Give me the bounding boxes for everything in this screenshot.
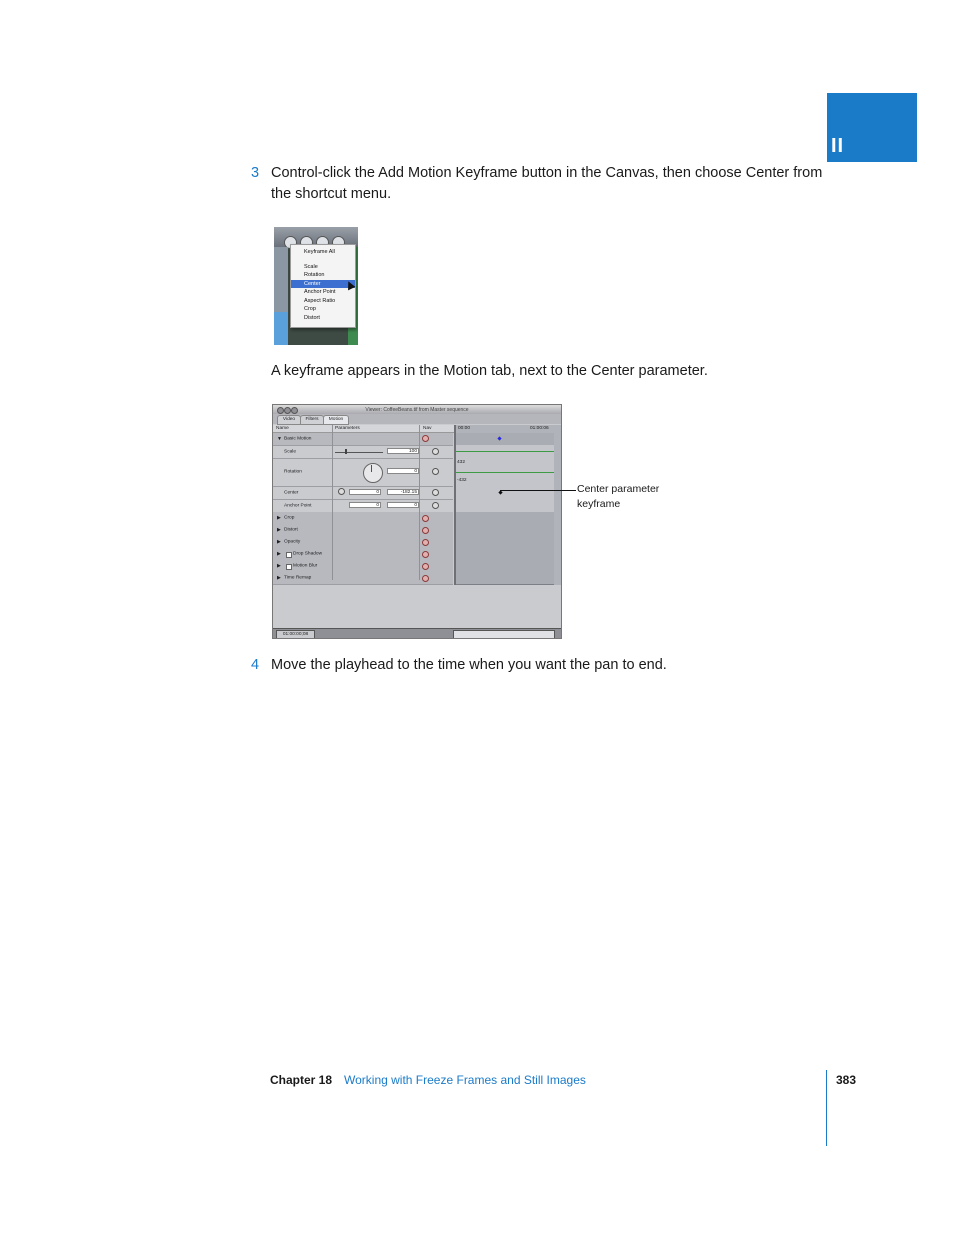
timeline-end: 01:00:06	[530, 426, 549, 431]
row-label: Center	[284, 490, 299, 495]
body-paragraph: A keyframe appears in the Motion tab, next to the Center parameter.	[271, 363, 708, 379]
row-label: Distort	[284, 527, 298, 533]
footer-rule	[826, 1070, 827, 1146]
viewer-bottom-bar	[273, 628, 561, 639]
row-label: Anchor Point	[284, 503, 312, 508]
rotation-dial	[363, 463, 383, 483]
rotation-dial-pointer	[371, 465, 372, 472]
footer-chapter-title: Working with Freeze Frames and Still Images	[344, 1073, 586, 1087]
part-tab	[827, 93, 917, 162]
disclosure-closed-icon: ▶	[277, 515, 281, 521]
viewer-title: Viewer: CoffeeBeans.tif from Master sequence	[365, 407, 469, 413]
center-target-icon	[338, 488, 345, 495]
step-text: Control-click the Add Motion Keyframe button in the Canvas, then choose Center from the shortcut menu.	[271, 165, 823, 202]
timeline-start: 00:00	[458, 426, 471, 431]
disclosure-open-icon: ▼	[277, 436, 282, 442]
part-tab-label: II	[831, 135, 845, 157]
scale-slider-thumb	[345, 449, 347, 454]
row-label: Opacity	[284, 539, 301, 545]
row-label: Basic Motion	[284, 436, 312, 442]
canvas-side-panel-blue	[274, 312, 288, 345]
anchor-y-field: 0	[387, 502, 419, 508]
row-label: Drop Shadow	[293, 551, 323, 557]
reset-button-icon	[422, 575, 429, 582]
disclosure-closed-icon: ▶	[277, 563, 281, 569]
timeline-row	[456, 486, 554, 500]
drop-shadow-checkbox	[286, 552, 292, 558]
menu-item-rotation: Rotation	[304, 272, 325, 278]
motion-blur-checkbox	[286, 564, 292, 570]
column-name: Name	[276, 426, 289, 431]
menu-item-aspect-ratio: Aspect Ratio	[304, 297, 336, 304]
add-keyframe-icon	[432, 468, 439, 475]
row-label: Motion Blur	[293, 563, 318, 569]
timeline-row	[456, 572, 554, 585]
callout-line	[500, 490, 576, 491]
reset-button-icon	[422, 515, 429, 522]
disclosure-closed-icon: ▶	[277, 539, 281, 545]
callout-line-1: Center parameter	[577, 483, 660, 495]
page-number: 383	[836, 1073, 857, 1087]
column-parameters: Parameters	[335, 426, 360, 431]
step-number: 3	[251, 165, 260, 181]
menu-item-anchor-point: Anchor Point	[304, 289, 336, 295]
menu-item-keyframe-all: Keyframe All	[304, 249, 335, 255]
column-nav: Nav	[423, 426, 432, 431]
timeline-row	[456, 499, 554, 513]
row-label: Time Remap	[284, 575, 312, 581]
timeline-scrollbar	[453, 630, 555, 639]
step-text: Move the playhead to the time when you want the pan to end.	[271, 657, 667, 673]
row-label: Crop	[284, 515, 295, 521]
step-number: 4	[251, 657, 260, 673]
center-x-field: 0	[349, 489, 381, 495]
column-divider	[332, 425, 333, 580]
rotation-min: -432	[457, 478, 467, 483]
menu-item-crop: Crop	[304, 306, 316, 312]
row-label: Scale	[284, 449, 296, 454]
scale-slider	[335, 452, 383, 453]
add-keyframe-icon	[432, 502, 439, 509]
menu-item-center: Center	[291, 280, 355, 289]
motion-viewer-screenshot	[272, 404, 562, 639]
add-keyframe-icon	[432, 448, 439, 455]
center-y-field: -182.15	[387, 489, 419, 495]
menu-item-scale: Scale	[304, 263, 318, 270]
keyframe-graph	[454, 425, 562, 585]
anchor-x-field: 0	[349, 502, 381, 508]
tab-filters: Filters	[300, 415, 324, 425]
timecode-field: 01:00:00;08	[276, 630, 315, 639]
callout-label	[577, 482, 659, 512]
timeline-row	[456, 445, 554, 459]
scale-curve	[456, 451, 554, 452]
reset-button-icon	[422, 435, 429, 442]
column-divider	[419, 425, 420, 580]
disclosure-closed-icon: ▶	[277, 527, 281, 533]
add-keyframe-icon	[432, 489, 439, 496]
footer-chapter: Chapter 18	[270, 1073, 333, 1087]
reset-button-icon	[422, 563, 429, 570]
menu-item-distort: Distort	[304, 314, 320, 321]
row-label: Rotation	[284, 469, 302, 475]
rotation-max: 432	[457, 460, 466, 465]
scale-field: 100	[387, 448, 419, 454]
reset-button-icon	[422, 551, 429, 558]
rotation-curve	[456, 472, 554, 473]
tab-video: Video	[277, 415, 301, 425]
disclosure-closed-icon: ▶	[277, 575, 281, 581]
reset-button-icon	[422, 539, 429, 546]
rotation-field: 0	[387, 468, 419, 474]
shortcut-menu-screenshot	[274, 227, 358, 345]
disclosure-closed-icon: ▶	[277, 551, 281, 557]
reset-button-icon	[422, 527, 429, 534]
tab-motion: Motion	[323, 415, 349, 425]
callout-line-2: keyframe	[577, 498, 621, 510]
